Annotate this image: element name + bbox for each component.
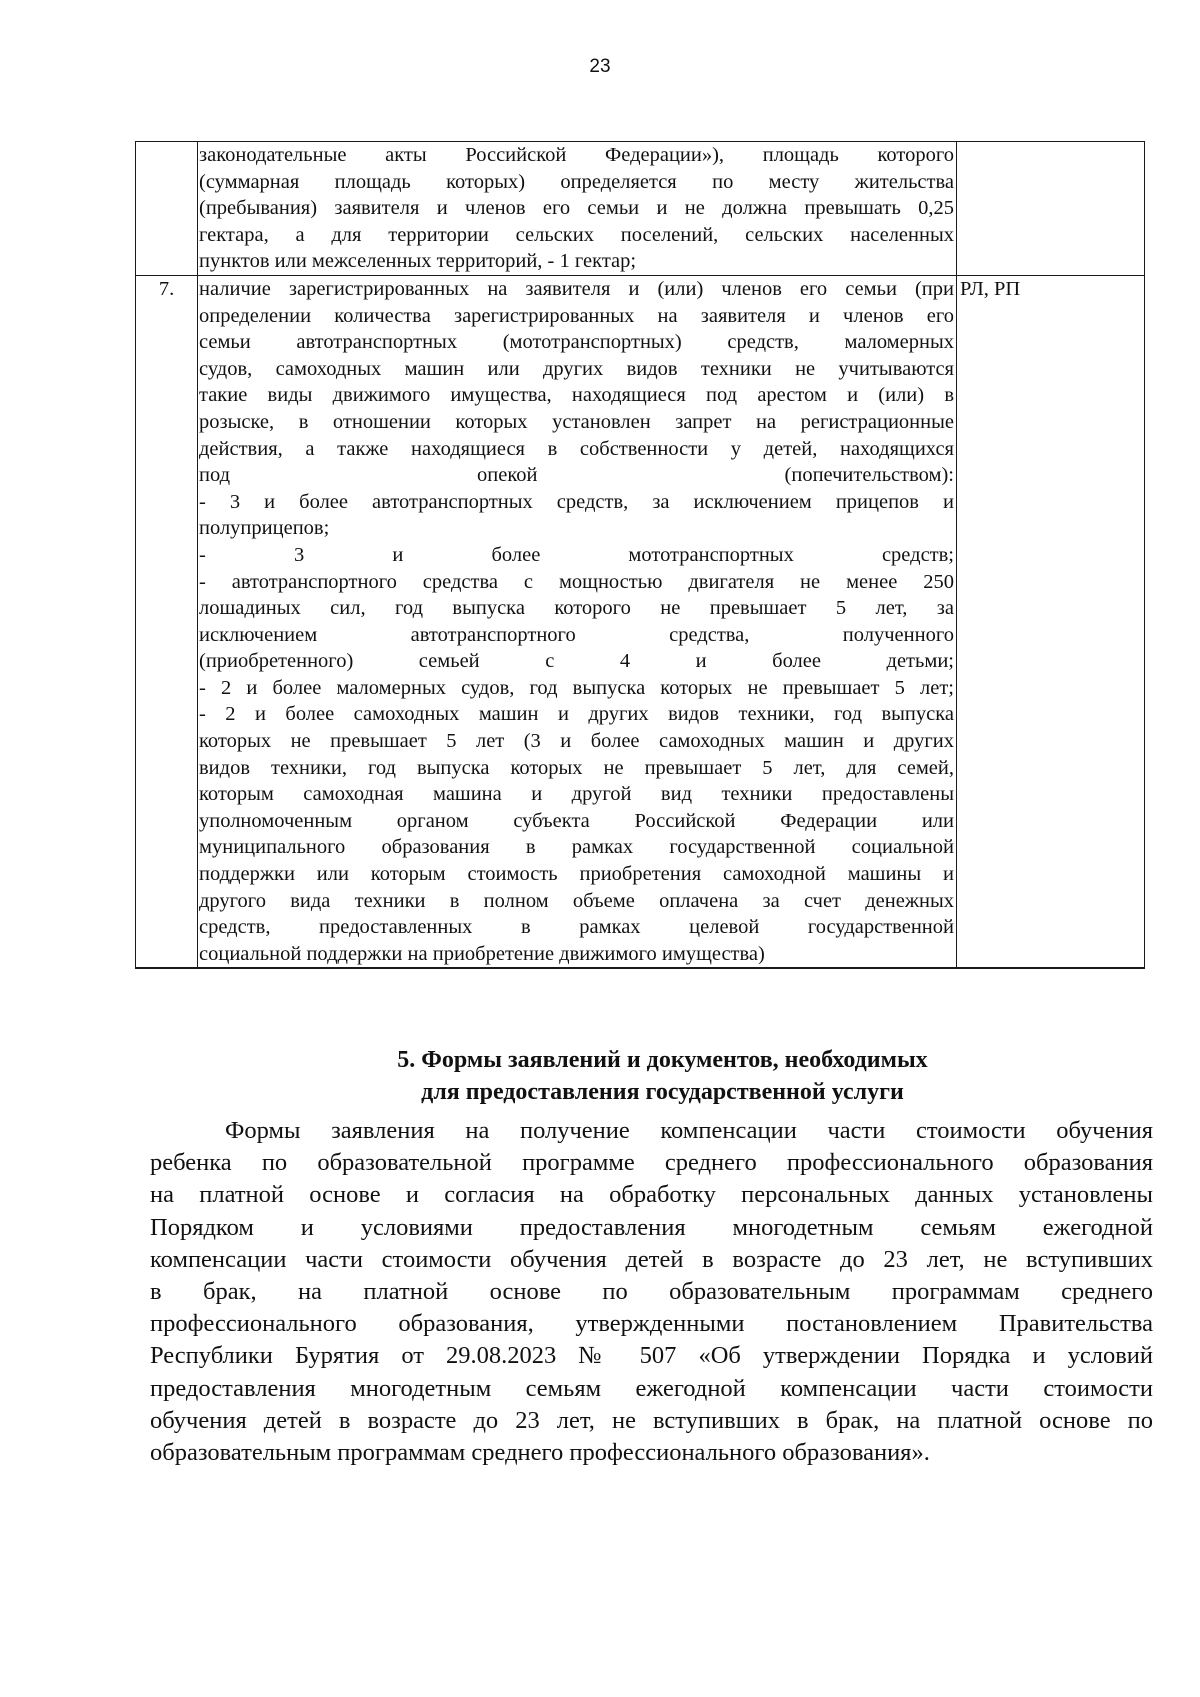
cell-text-line: - 3 и более мототранспортных средств; xyxy=(199,543,954,566)
table-row xyxy=(136,275,1145,968)
cell-text-line: пунктов или межселенных территорий, - 1 гектар; xyxy=(199,250,637,273)
cell-text-line: розыске, в отношении которых установлен запрет на регистрационные xyxy=(199,410,954,433)
cell-text-line: гектара, а для территории сельских поселений, сельских населенных xyxy=(199,223,954,246)
paragraph-line: обучения детей в возрасте до 23 лет, не вступивших в брак, на платной основе по xyxy=(150,1406,1153,1434)
paragraph-line: профессионального образования, утвержденными постановлением Правительства xyxy=(150,1310,1153,1338)
paragraph-line: компенсации части стоимости обучения детей в возрасте до 23 лет, не вступивших xyxy=(150,1245,1153,1273)
paragraph-line: Порядком и условиями предоставления многодетным семьям ежегодной xyxy=(150,1213,1153,1241)
paragraph-line: ребенка по образовательной программе среднего профессионального образования xyxy=(150,1149,1153,1177)
row-text-cell xyxy=(198,142,957,276)
cell-text-line: семьи автотранспортных (мототранспортных) средств, маломерных xyxy=(199,331,954,354)
row-number-cell xyxy=(136,142,198,276)
cell-text-line: другого вида техники в полном объеме оплачена за счет денежных xyxy=(199,889,954,912)
cell-text-line: под опекой (попечительством): xyxy=(199,464,954,487)
cell-text-line: определении количества зарегистрированных на заявителя и членов его xyxy=(199,304,954,327)
cell-text-line: наличие зарегистрированных на заявителя и (или) членов его семьи (при xyxy=(199,277,954,300)
cell-text-line: - 3 и более автотранспортных средств, за исключением прицепов и xyxy=(199,490,954,513)
cell-text-line: муниципального образования в рамках государственной социальной xyxy=(199,836,954,859)
cell-text-line: - 2 и более самоходных машин и других видов техники, год выпуска xyxy=(199,703,954,726)
paragraph-line: Республики Бурятия от 29.08.2023 № 507 «Об утверждении Порядка и условий xyxy=(150,1342,1153,1370)
cell-text-line: видов техники, год выпуска которых не превышает 5 лет, для семей, xyxy=(199,756,954,779)
cell-text-line: действия, а также находящиеся в собственности у детей, находящихся xyxy=(199,437,954,460)
cell-text-line: которых не превышает 5 лет (3 и более самоходных машин и других xyxy=(199,730,954,753)
page-number: 23 xyxy=(589,56,611,77)
cell-text-line: социальной поддержки на приобретение движимого имущества) xyxy=(199,942,765,965)
cell-text-line: законодательные акты Российской Федерации»), площадь которого xyxy=(199,144,954,166)
cell-text-line: такие виды движимого имущества, находящиеся под арестом и (или) в xyxy=(199,384,954,407)
cell-text-line: исключением автотранспортного средства, полученного xyxy=(199,623,954,646)
paragraph-line: Формы заявления на получение компенсации части стоимости обучения xyxy=(225,1117,1153,1144)
requirements-table xyxy=(135,141,1145,969)
row-source-cell: РЛ, РП xyxy=(957,275,1145,968)
row-text-cell xyxy=(198,275,957,968)
section-heading xyxy=(0,1044,1200,1108)
paragraph-line: предоставления многодетным семьям ежегодной компенсации части стоимости xyxy=(150,1374,1153,1402)
table-row xyxy=(136,142,1145,276)
cell-text-line: судов, самоходных машин или других видов техники не учитываются xyxy=(199,357,954,380)
cell-text-line: (приобретенного) семьей с 4 и более детьми; xyxy=(199,650,954,673)
cell-text-line: поддержки или которым стоимость приобретения самоходной машины и xyxy=(199,863,954,886)
cell-text-line: которым самоходная машина и другой вид техники предоставлены xyxy=(199,783,954,806)
section-paragraph xyxy=(150,1115,1153,1469)
cell-text-line: (суммарная площадь которых) определяется по месту жительства xyxy=(199,170,954,193)
cell-text-line: уполномоченным органом субъекта Российской Федерации или xyxy=(199,809,954,832)
cell-text-line: - автотранспортного средства с мощностью двигателя не менее 250 xyxy=(199,570,954,593)
row-number-cell: 7. xyxy=(136,275,198,968)
cell-text-line: - 2 и более маломерных судов, год выпуска которых не превышает 5 лет; xyxy=(199,676,954,699)
cell-text-line: (пребывания) заявителя и членов его семьи и не должна превышать 0,25 xyxy=(199,197,954,220)
section-heading-line: 5. Формы заявлений и документов, необходимых xyxy=(397,1047,928,1073)
paragraph-line: на платной основе и согласия на обработку персональных данных установлены xyxy=(150,1181,1153,1209)
paragraph-line: в брак, на платной основе по образовательным программам среднего xyxy=(150,1278,1153,1306)
cell-text-line: полуприцепов; xyxy=(199,517,330,540)
cell-text-line: средств, предоставленных в рамках целевой государственной xyxy=(199,916,954,939)
paragraph-line: образовательным программам среднего профессионального образования». xyxy=(150,1439,930,1467)
row-source-cell xyxy=(957,142,1145,276)
section-heading-line: для предоставления государственной услуги xyxy=(421,1079,904,1105)
cell-text-line: лошадиных сил, год выпуска которого не превышает 5 лет, за xyxy=(199,597,954,620)
